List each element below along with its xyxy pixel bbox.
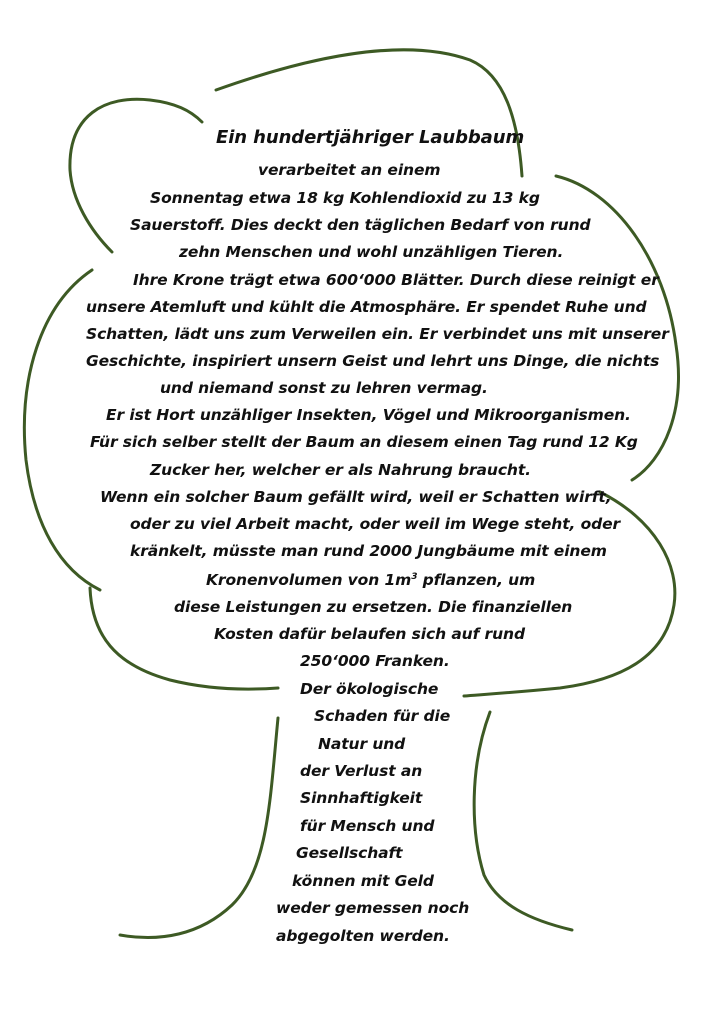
- text-line: der Verlust an: [300, 762, 423, 780]
- text-line: Sauerstoff. Dies deckt den täglichen Bedarf von rund: [130, 216, 591, 234]
- text-line: können mit Geld: [292, 872, 434, 890]
- crown-left-arc: [24, 270, 100, 590]
- trunk-left-line: [120, 718, 278, 937]
- text-line: Ihre Krone trägt etwa 600‘000 Blätter. Durch diese reinigt er: [133, 271, 659, 289]
- text-line: Kosten dafür belaufen sich auf rund: [214, 625, 525, 643]
- text-line: Sinnhaftigkeit: [300, 789, 423, 807]
- text-line: Für sich selber stellt der Baum an diesem einen Tag rund 12 Kg: [90, 433, 638, 451]
- document-title: Ein hundertjähriger Laubbaum: [216, 127, 525, 148]
- volume-line: [206, 570, 535, 590]
- text-line: Wenn ein solcher Baum gefällt wird, weil er Schatten wirft,: [100, 488, 612, 506]
- text-line: zehn Menschen und wohl unzähligen Tieren.: [179, 243, 564, 261]
- volume-line-start: Kronenvolumen von 1m: [206, 571, 412, 589]
- volume-line-end: pflanzen, um: [417, 571, 536, 589]
- text-line: Natur und: [318, 735, 406, 753]
- volume-superscript: 3: [411, 571, 418, 582]
- text-line: weder gemessen noch: [276, 899, 470, 917]
- text-line: für Mensch und: [300, 817, 435, 835]
- text-line: Er ist Hort unzähliger Insekten, Vögel und Mikroorganismen.: [106, 406, 631, 424]
- text-line: verarbeitet an einem: [258, 161, 441, 179]
- text-line: diese Leistungen zu ersetzen. Die finanziellen: [174, 598, 573, 616]
- text-line: Gesellschaft: [296, 844, 403, 862]
- text-line: unsere Atemluft und kühlt die Atmosphäre. Er spendet Ruhe und: [86, 298, 647, 316]
- text-line: oder zu viel Arbeit macht, oder weil im Wege steht, oder: [130, 515, 621, 533]
- text-line: 250‘000 Franken.: [300, 652, 450, 670]
- text-line: Der ökologische: [300, 680, 439, 698]
- crown-top-arc: [216, 50, 525, 176]
- text-line: Zucker her, welcher er als Nahrung braucht.: [150, 461, 531, 479]
- text-line: kränkelt, müsste man rund 2000 Jungbäume mit einem: [130, 542, 607, 560]
- text-line: Schaden für die: [314, 707, 451, 725]
- text-line: Schatten, lädt uns zum Verweilen ein. Er verbindet uns mit unserer: [86, 325, 669, 343]
- text-line: Sonnentag etwa 18 kg Kohlendioxid zu 13 kg: [150, 189, 540, 207]
- text-line: Geschichte, inspiriert unsern Geist und lehrt uns Dinge, die nichts: [86, 352, 660, 370]
- text-line: und niemand sonst zu lehren vermag.: [160, 379, 488, 397]
- text-line: abgegolten werden.: [276, 927, 450, 945]
- trunk-right-line: [474, 712, 572, 930]
